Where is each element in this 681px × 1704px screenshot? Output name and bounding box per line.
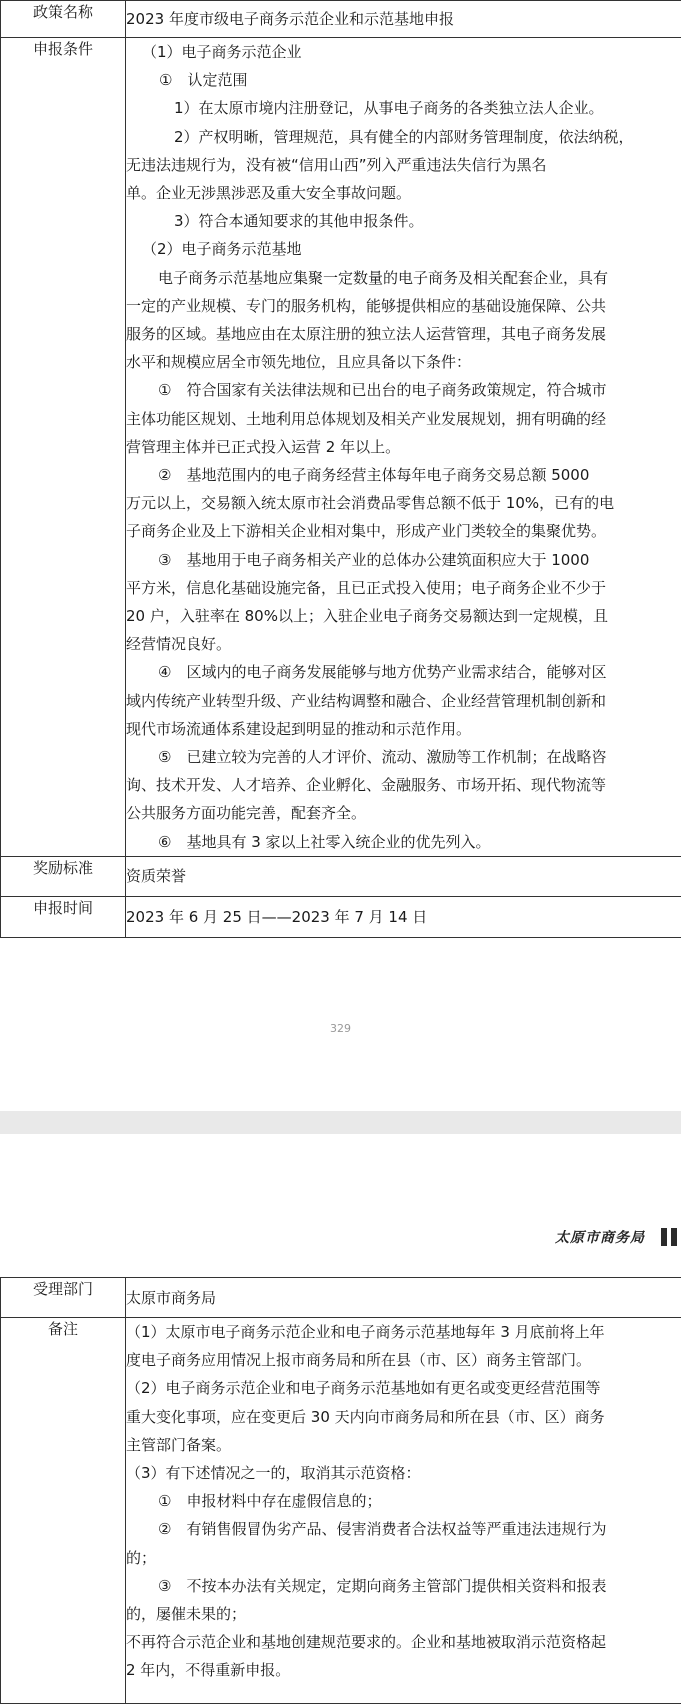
condition-line: 域内传统产业转型升级、产业结构调整和融合、企业经营管理机制创新和 — [126, 691, 607, 710]
condition-line: 2）产权明晰，管理规范，具有健全的内部财务管理制度，依法纳税， — [174, 127, 634, 146]
condition-line: （1）电子商务示范企业 — [142, 43, 302, 61]
note-line: ② 有销售假冒伪劣产品、侵害消费者合法权益等严重违法违规行为 — [158, 1520, 607, 1539]
note-line: 的； — [126, 1548, 157, 1567]
condition-line: ① 认定范围 — [159, 71, 248, 90]
condition-line: ⑤ 已建立较为完善的人才评价、流动、激励等工作机制；在战略咨 — [158, 748, 607, 767]
policy-table-2 — [0, 1277, 681, 1704]
condition-line: 公共服务方面功能完善，配套齐全。 — [126, 804, 367, 823]
condition-line: 营管理主体并已正式投入运营 2 年以上。 — [126, 437, 401, 456]
condition-line: 电子商务示范基地应集聚一定数量的电子商务及相关配套企业，具有 — [158, 268, 609, 287]
reward-label: 奖励标准 — [1, 856, 126, 896]
condition-line: ⑥ 基地具有 3 家以上社零入统企业的优先列入。 — [158, 832, 491, 851]
note-line: （3）有下述情况之一的，取消其示范资格： — [126, 1464, 421, 1483]
conditions-value — [126, 38, 681, 857]
dept-value: 太原市商务局 — [126, 1278, 681, 1318]
dept-label: 受理部门 — [1, 1278, 126, 1318]
time-value: 2023 年 6 月 25 日——2023 年 7 月 14 日 — [126, 896, 681, 937]
note-line: （1）太原市电子商务示范企业和电子商务示范基地每年 3 月底前将上年 — [126, 1323, 605, 1341]
condition-line: 无违法违规行为，没有被“信用山西”列入严重违法失信行为黑名 — [126, 155, 547, 174]
time-label: 申报时间 — [1, 896, 126, 937]
note-line: 的，屡催未果的； — [126, 1605, 247, 1624]
note-line: ① 申报材料中存在虚假信息的； — [158, 1492, 382, 1511]
page-header — [555, 1228, 681, 1246]
notes-value — [126, 1318, 681, 1704]
header-title: 太原市商务局 — [555, 1230, 645, 1246]
note-line: 不再符合示范企业和基地创建规范要求的。企业和基地被取消示范资格起 — [126, 1633, 607, 1652]
condition-line: 主体功能区规划、土地利用总体规划及相关产业发展规划，拥有明确的经 — [126, 409, 607, 428]
condition-line: 服务的区域。基地应由在太原注册的独立法人运营管理，其电子商务发展 — [126, 325, 607, 344]
condition-line: 现代市场流通体系建设起到明显的推动和示范作用。 — [126, 719, 472, 738]
note-line: 重大变化事项，应在变更后 30 天内向市商务局和所在县（市、区）商务 — [126, 1407, 605, 1426]
condition-line: ① 符合国家有关法律法规和已出台的电子商务政策规定，符合城市 — [158, 381, 607, 400]
condition-line: 水平和规模应居全市领先地位，且应具备以下条件： — [126, 353, 472, 372]
condition-line: ③ 基地用于电子商务相关产业的总体办公建筑面积应大于 1000 — [158, 550, 590, 569]
note-line: 主管部门备案。 — [126, 1435, 232, 1454]
condition-line: 询、技术开发、人才培养、企业孵化、金融服务、市场开拓、现代物流等 — [126, 776, 607, 795]
condition-line: ④ 区域内的电子商务发展能够与地方优势产业需求结合，能够对区 — [158, 663, 607, 682]
policy-name-value: 2023 年度市级电子商务示范企业和示范基地申报 — [126, 1, 681, 38]
condition-line: 3）符合本通知要求的其他申报条件。 — [174, 212, 424, 231]
notes-label: 备注 — [1, 1318, 126, 1704]
page-separator — [0, 1111, 681, 1134]
header-bar-icon — [671, 1228, 677, 1246]
note-line: ③ 不按本办法有关规定，定期向商务主管部门提供相关资料和报表 — [158, 1576, 607, 1595]
note-line: 度电子商务应用情况上报市商务局和所在县（市、区）商务主管部门。 — [126, 1351, 592, 1370]
condition-line: 20 户，入驻率在 80%以上；入驻企业电子商务交易额达到一定规模，且 — [126, 607, 608, 626]
condition-line: 经营情况良好。 — [126, 635, 232, 654]
condition-line: （2）电子商务示范基地 — [142, 240, 302, 259]
page-number: 329 — [330, 1022, 351, 1035]
note-line: （2）电子商务示范企业和电子商务示范基地如有更名或变更经营范围等 — [126, 1379, 601, 1398]
condition-line: 子商务企业及上下游相关企业相对集中，形成产业门类较全的集聚优势。 — [126, 522, 607, 541]
condition-line: 1）在太原市境内注册登记，从事电子商务的各类独立法人企业。 — [174, 99, 604, 118]
condition-line: ② 基地范围内的电子商务经营主体每年电子商务交易总额 5000 — [158, 466, 590, 485]
note-line: 2 年内，不得重新申报。 — [126, 1661, 291, 1680]
condition-line: 平方米，信息化基础设施完备，且已正式投入使用；电子商务企业不少于 — [126, 578, 607, 597]
condition-line: 单。企业无涉黑涉恶及重大安全事故问题。 — [126, 184, 412, 203]
header-bar-icon — [661, 1228, 667, 1246]
reward-value: 资质荣誉 — [126, 856, 681, 896]
policy-name-label: 政策名称 — [1, 1, 126, 38]
conditions-label: 申报条件 — [1, 38, 126, 857]
condition-line: 一定的产业规模、专门的服务机构，能够提供相应的基础设施保障、公共 — [126, 296, 607, 315]
condition-line: 万元以上，交易额入统太原市社会消费品零售总额不低于 10%，已有的电 — [126, 494, 615, 513]
